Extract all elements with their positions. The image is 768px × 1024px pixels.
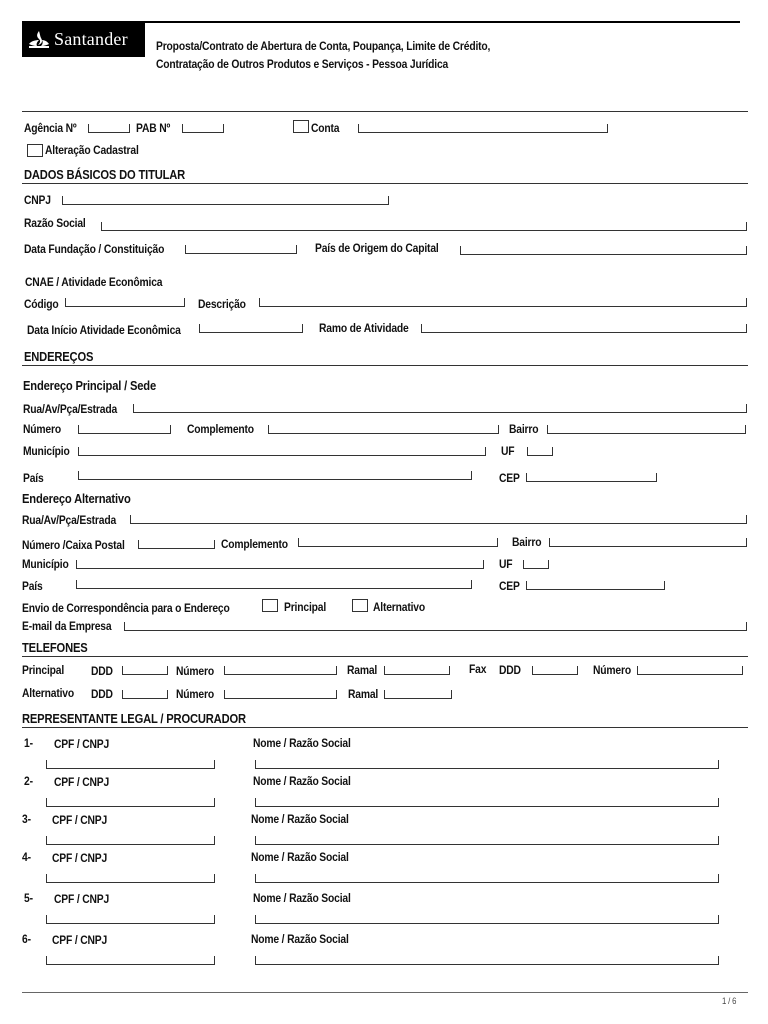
data-inicio-label: Data Início Atividade Econômica [27, 323, 181, 337]
descricao-field[interactable] [259, 298, 747, 307]
codigo-label: Código [24, 297, 59, 311]
alt-rua-field[interactable] [130, 515, 747, 524]
representante-nome-field[interactable] [255, 798, 719, 807]
representante-index: 5- [24, 891, 33, 905]
agencia-label: Agência Nº [24, 121, 77, 135]
tel-principal-ddd-field[interactable] [122, 666, 168, 675]
representante-cpf-label: CPF / CNPJ [54, 737, 110, 751]
email-label: E-mail da Empresa [22, 619, 112, 633]
section-rule [22, 656, 748, 657]
envio-alternativo-checkbox[interactable] [352, 599, 368, 612]
cnae-label: CNAE / Atividade Econômica [25, 275, 163, 289]
section-enderecos: ENDEREÇOS [24, 349, 94, 364]
email-field[interactable] [124, 622, 747, 631]
razao-social-field[interactable] [101, 222, 747, 231]
representante-cpf-label: CPF / CNPJ [52, 851, 108, 865]
tel-alternativo-ramal-field[interactable] [384, 690, 452, 699]
rua-label: Rua/Av/Pça/Estrada [23, 402, 118, 416]
tel-principal-ramal-label: Ramal [347, 663, 378, 677]
tel-principal-ramal-field[interactable] [384, 666, 450, 675]
fax-numero-field[interactable] [637, 666, 743, 675]
representante-nome-label: Nome / Razão Social [251, 812, 349, 826]
alt-bairro-field[interactable] [549, 538, 747, 547]
conta-checkbox[interactable] [293, 120, 309, 133]
complemento-label: Complemento [187, 422, 254, 436]
numero-field[interactable] [78, 425, 171, 434]
razao-social-label: Razão Social [24, 216, 86, 230]
representante-index: 4- [22, 850, 31, 864]
numero-label: Número [23, 422, 61, 436]
pais-field[interactable] [78, 471, 472, 480]
santander-logo [22, 22, 145, 57]
header-bottom-rule [22, 111, 748, 112]
uf-field[interactable] [527, 447, 553, 456]
data-inicio-field[interactable] [199, 324, 303, 333]
representante-cpf-label: CPF / CNPJ [54, 892, 110, 906]
representante-index: 1- [24, 736, 33, 750]
section-representante: REPRESENTANTE LEGAL / PROCURADOR [22, 711, 246, 726]
cnpj-label: CNPJ [24, 193, 51, 207]
representante-index: 6- [22, 932, 31, 946]
fax-ddd-field[interactable] [532, 666, 578, 675]
alt-municipio-label: Município [22, 557, 69, 571]
alt-numero-label: Número /Caixa Postal [22, 538, 125, 552]
tel-principal-numero-label: Número [176, 664, 214, 678]
cep-field[interactable] [526, 473, 657, 482]
bairro-field[interactable] [547, 425, 746, 434]
representante-cpf-label: CPF / CNPJ [52, 933, 108, 947]
tel-alternativo-ddd-label: DDD [91, 687, 113, 701]
tel-alternativo-label: Alternativo [22, 686, 75, 700]
alteracao-cadastral-label: Alteração Cadastral [45, 143, 139, 157]
representante-index: 2- [24, 774, 33, 788]
representante-nome-label: Nome / Razão Social [251, 850, 349, 864]
pais-label: País [23, 471, 44, 485]
section-telefones: TELEFONES [22, 640, 88, 655]
tel-principal-label: Principal [22, 663, 65, 677]
representante-nome-field[interactable] [255, 915, 719, 924]
cnpj-field[interactable] [62, 196, 389, 205]
representante-nome-label: Nome / Razão Social [253, 774, 351, 788]
tel-principal-numero-field[interactable] [224, 666, 337, 675]
alt-uf-field[interactable] [523, 560, 549, 569]
page-number: 1 / 6 [722, 996, 737, 1006]
data-fundacao-label: Data Fundação / Constituição [24, 242, 165, 256]
footer-rule [22, 992, 748, 993]
endereco-alternativo-title: Endereço Alternativo [22, 491, 131, 506]
alt-uf-label: UF [499, 557, 513, 571]
alt-rua-label: Rua/Av/Pça/Estrada [22, 513, 117, 527]
form-title-line-2: Contratação de Outros Produtos e Serviços - Pessoa Jurídica [156, 57, 449, 71]
alt-numero-field[interactable] [138, 540, 215, 549]
representante-cpf-field[interactable] [46, 956, 215, 965]
conta-field[interactable] [358, 124, 608, 133]
alt-bairro-label: Bairro [512, 535, 542, 549]
representante-nome-field[interactable] [255, 874, 719, 883]
section-rule [22, 365, 748, 366]
tel-alternativo-numero-label: Número [176, 687, 214, 701]
codigo-field[interactable] [65, 298, 185, 307]
section-rule [22, 727, 748, 728]
cep-label: CEP [499, 471, 520, 485]
pab-label: PAB Nº [136, 121, 171, 135]
section-dados-basicos: DADOS BÁSICOS DO TITULAR [24, 167, 186, 182]
representante-index: 3- [22, 812, 31, 826]
rua-field[interactable] [133, 404, 747, 413]
municipio-field[interactable] [78, 447, 486, 456]
flame-icon [28, 30, 50, 50]
pais-origem-field[interactable] [460, 246, 747, 255]
fax-label: Fax [469, 662, 487, 676]
fax-ddd-label: DDD [499, 663, 521, 677]
envio-principal-label: Principal [284, 600, 327, 614]
representante-cpf-label: CPF / CNPJ [52, 813, 108, 827]
uf-label: UF [501, 444, 515, 458]
alteracao-cadastral-checkbox[interactable] [27, 144, 43, 157]
alt-cep-label: CEP [499, 579, 520, 593]
ramo-atividade-field[interactable] [421, 324, 747, 333]
agencia-field[interactable] [88, 124, 130, 133]
alt-pais-field[interactable] [76, 580, 472, 589]
representante-nome-label: Nome / Razão Social [251, 932, 349, 946]
form-title-line-1: Proposta/Contrato de Abertura de Conta, Poupança, Limite de Crédito, [156, 39, 491, 53]
alt-cep-field[interactable] [526, 581, 665, 590]
representante-cpf-field[interactable] [46, 915, 215, 924]
representante-cpf-field[interactable] [46, 798, 215, 807]
representante-cpf-field[interactable] [46, 760, 215, 769]
section-rule [22, 183, 748, 184]
municipio-label: Município [23, 444, 70, 458]
descricao-label: Descrição [198, 297, 246, 311]
tel-alternativo-ddd-field[interactable] [122, 690, 168, 699]
envio-correspondencia-label: Envio de Correspondência para o Endereço [22, 601, 230, 615]
bairro-label: Bairro [509, 422, 539, 436]
pab-field[interactable] [182, 124, 224, 133]
alt-pais-label: País [22, 579, 43, 593]
representante-cpf-label: CPF / CNPJ [54, 775, 110, 789]
representante-nome-label: Nome / Razão Social [253, 736, 351, 750]
data-fundacao-field[interactable] [185, 245, 297, 254]
alt-complemento-field[interactable] [298, 538, 498, 547]
representante-nome-label: Nome / Razão Social [253, 891, 351, 905]
alt-complemento-label: Complemento [221, 537, 288, 551]
tel-alternativo-ramal-label: Ramal [348, 687, 379, 701]
pais-origem-label: País de Origem do Capital [315, 241, 439, 255]
fax-numero-label: Número [593, 663, 631, 677]
representante-cpf-field[interactable] [46, 874, 215, 883]
alt-municipio-field[interactable] [76, 560, 484, 569]
conta-label: Conta [311, 121, 340, 135]
complemento-field[interactable] [268, 425, 499, 434]
representante-nome-field[interactable] [255, 836, 719, 845]
envio-principal-checkbox[interactable] [262, 599, 278, 612]
representante-nome-field[interactable] [255, 760, 719, 769]
endereco-principal-title: Endereço Principal / Sede [23, 378, 157, 393]
representante-cpf-field[interactable] [46, 836, 215, 845]
tel-principal-ddd-label: DDD [91, 664, 113, 678]
envio-alternativo-label: Alternativo [373, 600, 426, 614]
tel-alternativo-numero-field[interactable] [224, 690, 337, 699]
brand-name: Santander [54, 29, 128, 49]
ramo-atividade-label: Ramo de Atividade [319, 321, 409, 335]
representante-nome-field[interactable] [255, 956, 719, 965]
